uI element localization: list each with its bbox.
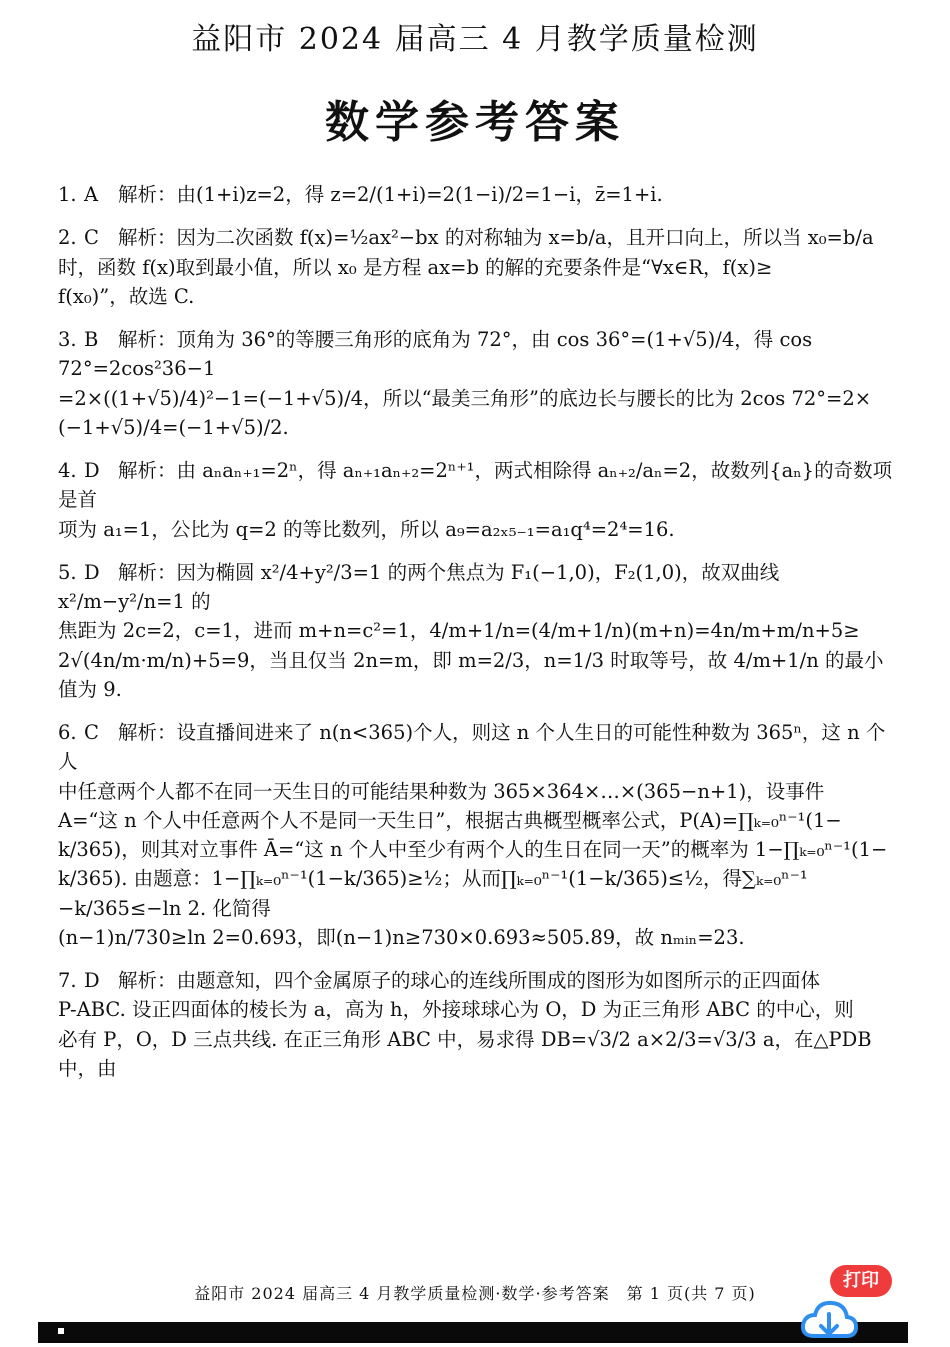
solution-text: 焦距为 2c=2，c=1，进而 m+n=c²=1，4/m+1/n=(4/m+1/n)(m+n)=4n/m+m/n+5≥ [58,619,860,643]
solution-text: 解析：因为二次函数 f(x)=½ax²−bx 的对称轴为 x=b/a，且开口向上，所以当 x₀=b/a [118,226,874,250]
solution-text: 项为 a₁=1，公比为 q=2 的等比数列，所以 a₉=a₂ₓ₅₋₁=a₁q⁴=2⁴=16. [58,517,675,541]
answer-line [58,558,896,617]
answer-line [58,384,896,413]
bar-marker [58,1328,64,1334]
answer-line [58,806,896,835]
solution-text: P-ABC. 设正四面体的棱长为 a，高为 h，外接球球心为 O，D 为正三角形 ABC 的中心，则 [58,998,854,1022]
answer-choice: B [84,328,99,351]
answer-line [58,995,896,1024]
answer-choice: D [84,969,100,992]
answer-line [58,718,896,777]
answer-item [58,223,896,311]
solution-text: 时，函数 f(x)取到最小值，所以 x₀ 是方程 ax=b 的解的充要条件是“∀x∈R，f(x)≥ [58,255,773,279]
solution-text: 中任意两个人都不在同一天生日的可能结果种数为 365×364×…×(365−n+1)，设事件 [58,779,825,803]
solution-text: k/365)，则其对立事件 Ā=“这 n 个人中至少有两个人的生日在同一天”的概率为 1−∏ₖ₌₀ⁿ⁻¹(1− [58,838,888,861]
exam-header-title: 益阳市 2024 届高三 4 月教学质量检测 [191,22,759,57]
solution-text: k/365). 由题意：1−∏ₖ₌₀ⁿ⁻¹(1−k/365)≥½；从而∏ₖ₌₀ⁿ⁻¹(1−k/365)≤½，得∑ₖ₌₀ⁿ⁻¹ −k/365≤−ln 2. 化简得 [58,867,808,920]
answer-item [58,180,896,209]
answer-item [58,558,896,704]
solution-text: 解析：因为椭圆 x²/4+y²/3=1 的两个焦点为 F₁(−1,0)，F₂(1,0)，故双曲线 x²/m−y²/n=1 的 [58,560,780,613]
answer-item [58,718,896,952]
answer-line [58,923,896,952]
solution-text: =2×((1+√5)/4)²−1=(−1+√5)/4，所以“最美三角形”的底边长与腰长的比为 2cos 72°=2× [58,386,872,410]
answer-line [58,456,896,515]
answer-item [58,456,896,544]
bottom-bar [38,1322,908,1343]
question-number: 4. [58,459,77,482]
solution-text: 解析：由题意知，四个金属原子的球心的连线所围成的图形为如图所示的正四面体 [118,969,821,992]
answer-line [58,777,896,806]
solution-text: 解析：由 aₙaₙ₊₁=2ⁿ，得 aₙ₊₁aₙ₊₂=2ⁿ⁺¹，两式相除得 aₙ₊₂/aₙ=2，故数列{aₙ}的奇数项是首 [58,459,893,512]
answer-line [58,253,896,282]
solution-text: A=“这 n 个人中任意两个人不是同一天生日”，根据古典概型概率公式，P(A)=∏ₖ₌₀ⁿ⁻¹(1− [58,808,842,832]
solution-text: 解析：设直播间进来了 n(n<365)个人，则这 n 个人生日的可能性种数为 365ⁿ，这 n 个人 [58,721,886,774]
print-button[interactable]: 打印 [830,1265,892,1297]
answer-line [58,646,896,705]
answer-line [58,223,896,252]
answer-line [58,413,896,442]
answer-line [58,515,896,544]
answer-line [58,1025,896,1084]
answer-choice: C [84,226,99,250]
question-number: 3. [58,328,77,351]
solution-text: (n−1)n/730≥ln 2=0.693，即(n−1)n≥730×0.693≈505.89，故 nₘᵢₙ=23. [58,925,745,949]
question-number: 6. [58,721,77,744]
solution-text: (−1+√5)/4=(−1+√5)/2. [58,415,289,439]
question-number: 5. [58,560,77,584]
answer-line [58,966,896,995]
answer-choice: A [84,183,99,206]
answer-line [58,864,896,923]
question-number: 7. [58,969,77,992]
answer-item [58,966,896,1083]
answer-line [58,325,896,384]
page-footer: 益阳市 2024 届高三 4 月教学质量检测·数学·参考答案 第 1 页(共 7 页) [194,1284,756,1303]
answer-line [58,180,896,209]
solution-text: 解析：由(1+i)z=2，得 z=2/(1+i)=2(1−i)/2=1−i，z̄=1+i. [118,183,663,206]
answer-choice: C [84,721,99,744]
question-number: 2. [58,226,77,250]
solution-text: 必有 P，O，D 三点共线. 在正三角形 ABC 中，易求得 DB=√3/2 a×2/3=√3/3 a，在△PDB 中，由 [58,1027,872,1080]
solution-text: 2√(4n/m·m/n)+5=9，当且仅当 2n=m，即 m=2/3，n=1/3 时取等号，故 4/m+1/n 的最小值为 9. [58,648,884,701]
solution-text: f(x₀)”，故选 C. [58,284,195,308]
solution-text: 解析：顶角为 36°的等腰三角形的底角为 72°，由 cos 36°=(1+√5)/4，得 cos 72°=2cos²36−1 [58,328,813,381]
answer-line [58,282,896,311]
answer-line [58,616,896,645]
page-title: 数学参考答案 [325,97,625,148]
answer-choice: D [84,459,100,482]
question-number: 1. [58,183,77,206]
answer-item [58,325,896,442]
cloud-download-icon [800,1296,858,1343]
answer-line [58,835,896,864]
answer-choice: D [84,560,100,584]
answer-list [58,180,896,1097]
cloud-download-button[interactable] [800,1296,858,1343]
